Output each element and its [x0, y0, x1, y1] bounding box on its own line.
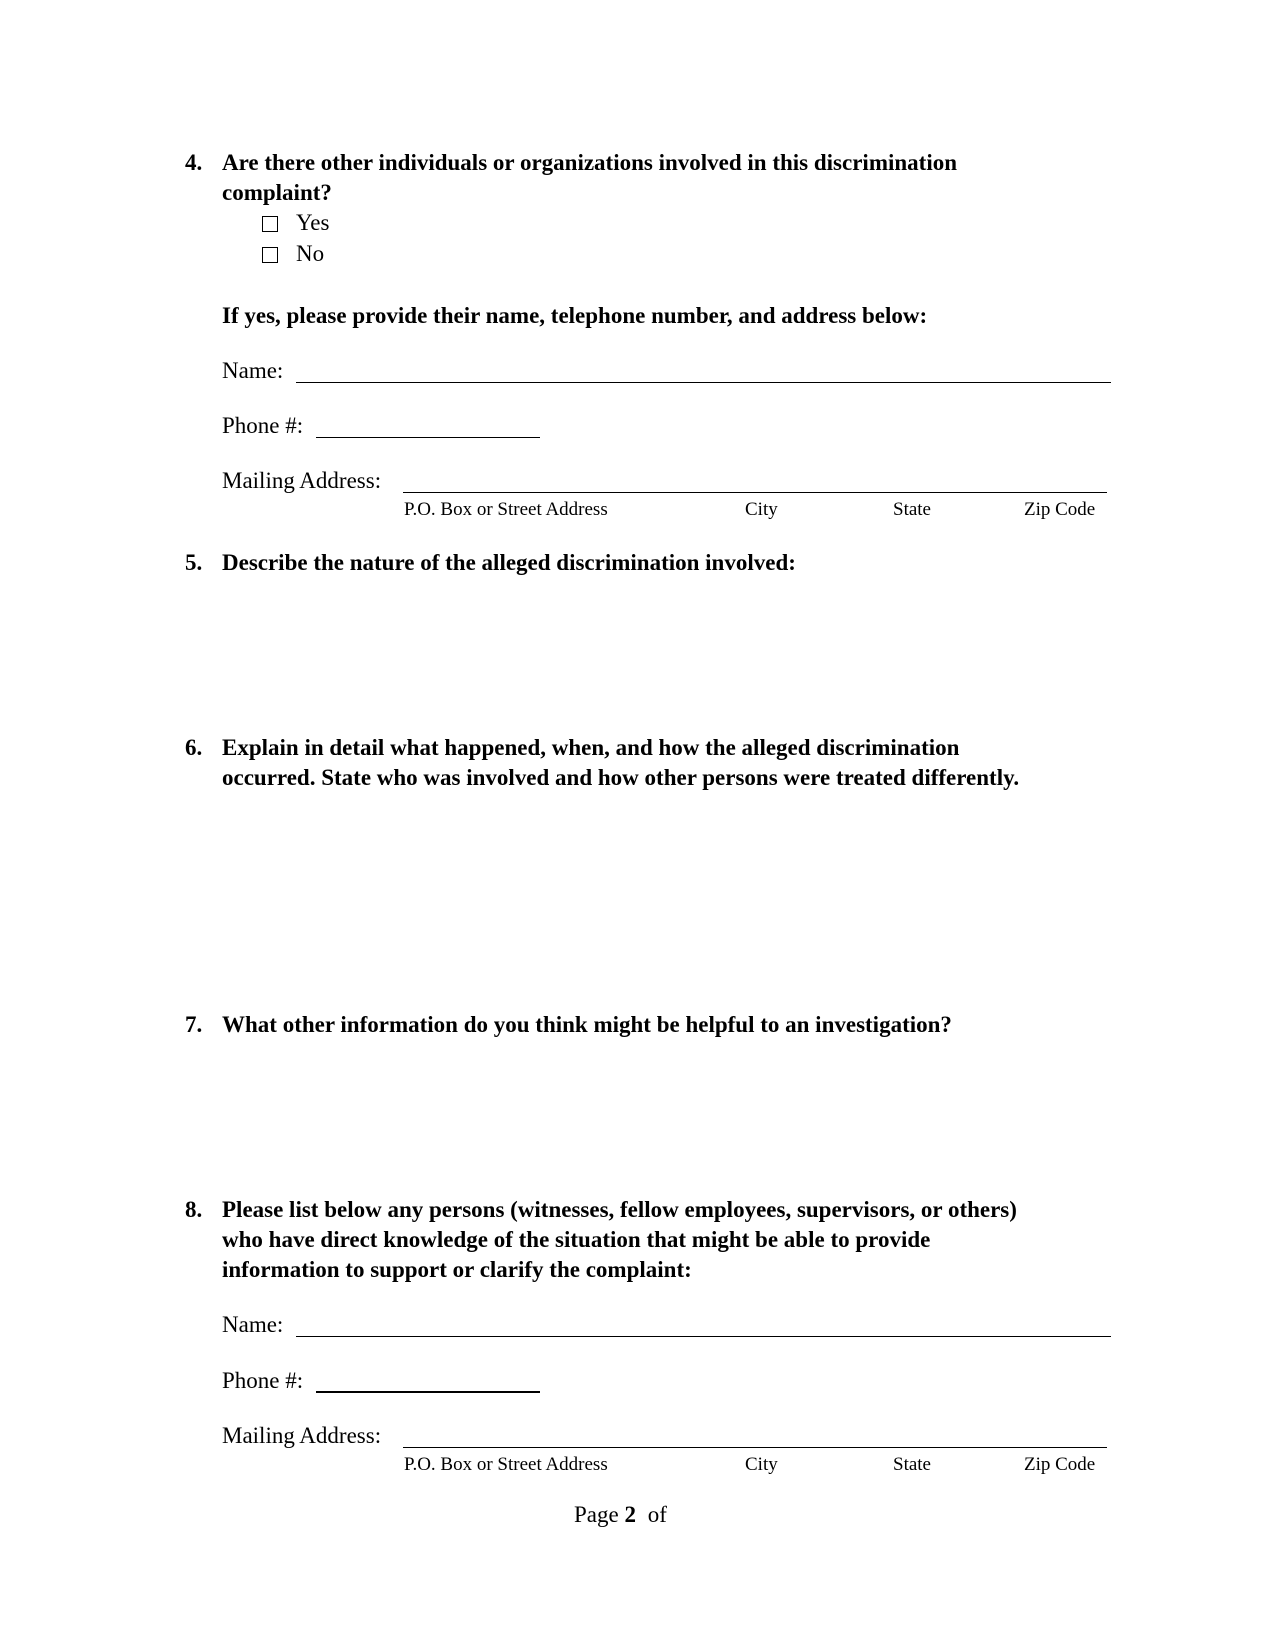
- q4-name-label: Name:: [222, 358, 284, 383]
- q5-question: Describe the nature of the alleged discrimination involved:: [222, 550, 796, 575]
- q8-address-label: Mailing Address:: [222, 1423, 382, 1448]
- q4-yes-checkbox[interactable]: [262, 216, 278, 232]
- q4-caption-state: State: [893, 499, 931, 520]
- q4-question-line1: Are there other individuals or organizations involved in this discrimination: [222, 150, 958, 175]
- page-number: 2: [624, 1502, 636, 1527]
- q4-number: 4.: [185, 150, 203, 175]
- page-footer: [574, 1500, 667, 1530]
- q8-caption-street: P.O. Box or Street Address: [404, 1454, 608, 1475]
- q8-address-field[interactable]: [403, 1447, 1107, 1448]
- q4-phone-field[interactable]: [316, 437, 540, 438]
- q4-followup: If yes, please provide their name, telephone number, and address below:: [222, 303, 928, 328]
- q8-caption-city: City: [745, 1454, 778, 1475]
- q4-name-field[interactable]: [296, 382, 1111, 383]
- q5-number: 5.: [185, 550, 203, 575]
- q6-question-line2: occurred. State who was involved and how other persons were treated differently.: [222, 765, 1020, 790]
- q8-number: 8.: [185, 1197, 203, 1222]
- q4-caption-street: P.O. Box or Street Address: [404, 499, 608, 520]
- q8-question: [222, 1195, 1122, 1285]
- q8-caption-zip: Zip Code: [1024, 1454, 1096, 1475]
- q4-question: [222, 148, 1122, 208]
- page-suffix: of: [647, 1502, 667, 1527]
- q4-caption-city: City: [745, 499, 778, 520]
- q8-caption-state: State: [893, 1454, 931, 1475]
- q8-phone-label: Phone #:: [222, 1368, 304, 1393]
- q4-address-field[interactable]: [403, 492, 1107, 493]
- q6-question: [222, 733, 1122, 793]
- q4-address-label: Mailing Address:: [222, 468, 382, 493]
- q4-yes-label: Yes: [296, 210, 330, 235]
- q6-number: 6.: [185, 735, 203, 760]
- q4-phone-label: Phone #:: [222, 413, 304, 438]
- page-prefix: Page: [574, 1502, 619, 1527]
- q4-no-label: No: [296, 241, 325, 266]
- q8-question-line3: information to support or clarify the complaint:: [222, 1257, 692, 1282]
- q4-question-line2: complaint?: [222, 180, 332, 205]
- q7-question: What other information do you think might be helpful to an investigation?: [222, 1012, 952, 1037]
- q8-name-label: Name:: [222, 1312, 284, 1337]
- q6-question-line1: Explain in detail what happened, when, and how the alleged discrimination: [222, 735, 960, 760]
- q8-name-field[interactable]: [296, 1336, 1111, 1337]
- q8-question-line1: Please list below any persons (witnesses, fellow employees, supervisors, or others): [222, 1197, 1017, 1222]
- q8-question-line2: who have direct knowledge of the situation that might be able to provide: [222, 1227, 931, 1252]
- q8-phone-field[interactable]: [316, 1391, 540, 1393]
- q7-number: 7.: [185, 1012, 203, 1037]
- q4-no-checkbox[interactable]: [262, 247, 278, 263]
- q4-caption-zip: Zip Code: [1024, 499, 1096, 520]
